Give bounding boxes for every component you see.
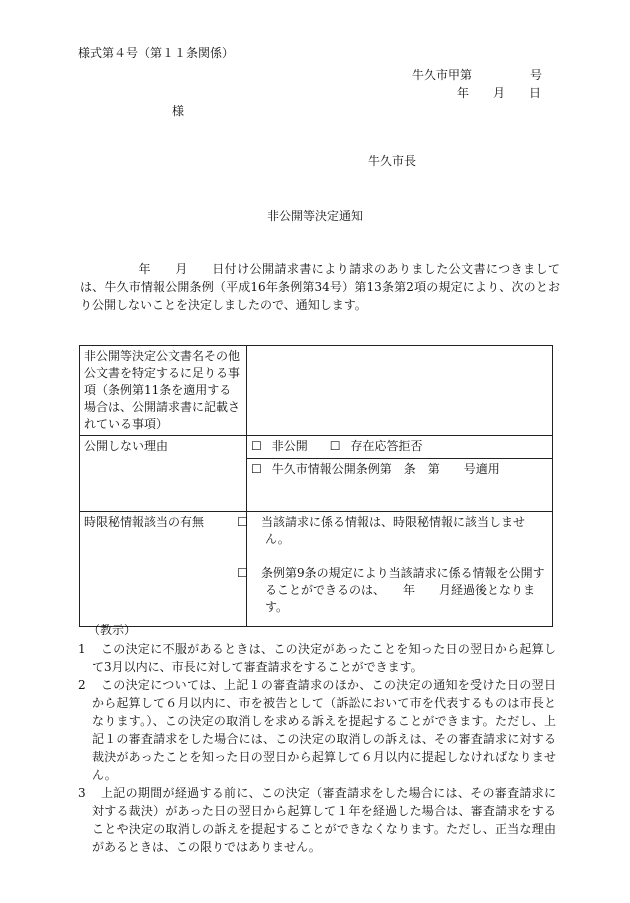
notice-item-number: 3 (78, 786, 86, 800)
document-title: 非公開等決定通知 (266, 209, 363, 223)
reason-option-nondisclosure: 非公開 (271, 439, 308, 453)
intro-date-month: 月 (174, 262, 188, 276)
issuer: 牛久市長 (368, 154, 417, 168)
notice-item-number: 2 (78, 678, 86, 692)
intro-paragraph (80, 260, 560, 314)
issue-date-year: 年 (457, 86, 470, 100)
form-number: 様式第４号（第１１条関係） (78, 46, 235, 60)
document-number (412, 67, 542, 84)
intro-text: 日付け公開請求書により請求のありました公文書につきましては、牛久市情報公開条例（平成16年条例第34号）第13条第2項の規定により、次のとおり公開しないことを決定しましたので、通知します。 (80, 262, 560, 312)
notice-item (78, 784, 556, 856)
checkbox-icon[interactable]: ☐ (251, 462, 262, 476)
document-spec-label: 非公開等決定公文書名その他公文書を特定するに足りる事項（条例第11条を適用する場合は、公開請求書に記載されている事項） (80, 346, 247, 436)
reason-options (247, 436, 553, 459)
notice-item (78, 676, 556, 784)
document-number-prefix: 牛久市甲第 (412, 68, 473, 82)
document-number-suffix: 号 (530, 68, 543, 82)
intro-date-year: 年 (138, 262, 151, 276)
checkbox-icon[interactable]: ☐ (251, 439, 262, 453)
reason-ordinance-cell (247, 459, 553, 512)
secret-option-1-text: 当該請求に係る情報は、時限秘情報に該当しません。 (261, 515, 526, 546)
notice-item (78, 640, 556, 676)
secret-option-2: ☐ 条例第9条の規定により当該請求に係る情報を公開することができるのは、 年 月経過後となります。 (237, 566, 545, 614)
secret-option-1: ☐ 当該請求に係る情報は、時限秘情報に該当しません。 (237, 515, 526, 546)
issue-date-month: 月 (493, 86, 506, 100)
time-limited-secret-options (237, 512, 553, 627)
notice-item-text: 上記の期間が経過する前に、この決定（審査請求をした場合には、その審査請求に対する裁決）があった日の翌日から起算して１年を経過した場合は、審査請求をすることや決定の取消しの訴えを提起することができなくなります。ただし、正当な理由があるときは、この限りではありません。 (92, 786, 556, 854)
notice-item-text: この決定については、上記１の審査請求のほか、この決定の通知を受けた日の翌日から起算して６月以内に、市を被告として（訴訟において市を代表するものは市長となります。）、この決定の取消しを求める訴えを提起することができます。ただし、上記１の審査請求をした場合には、この決定の取消しの訴えは、その審査請求に対する裁決があったことを知った日の翌日から起算して６月以内に提起しなければなりません。 (92, 678, 556, 782)
notice-item-text: この決定に不服があるときは、この決定があったことを知った日の翌日から起算して3月以内に、市長に対して審査請求をすることができます。 (92, 642, 556, 674)
time-limited-secret-label: 時限秘情報該当の有無 (80, 512, 247, 627)
notice-item-number: 1 (78, 642, 86, 656)
addressee: 様 (172, 104, 185, 118)
secret-option-2-text: 条例第9条の規定により当該請求に係る情報を公開することができるのは、 年 月経過後となります。 (261, 566, 545, 614)
notice-list (78, 640, 556, 856)
notice-heading: （教示） (88, 623, 137, 637)
document-spec-value (247, 346, 553, 436)
decision-table (79, 345, 553, 627)
checkbox-icon[interactable]: ☐ (329, 439, 341, 453)
reason-label: 公開しない理由 (80, 436, 247, 512)
reason-ordinance-text: 牛久市情報公開条例第 条 第 号適用 (271, 462, 500, 476)
issue-date-day: 日 (529, 86, 542, 100)
reason-option-refusal: 存在応答拒否 (350, 439, 423, 453)
